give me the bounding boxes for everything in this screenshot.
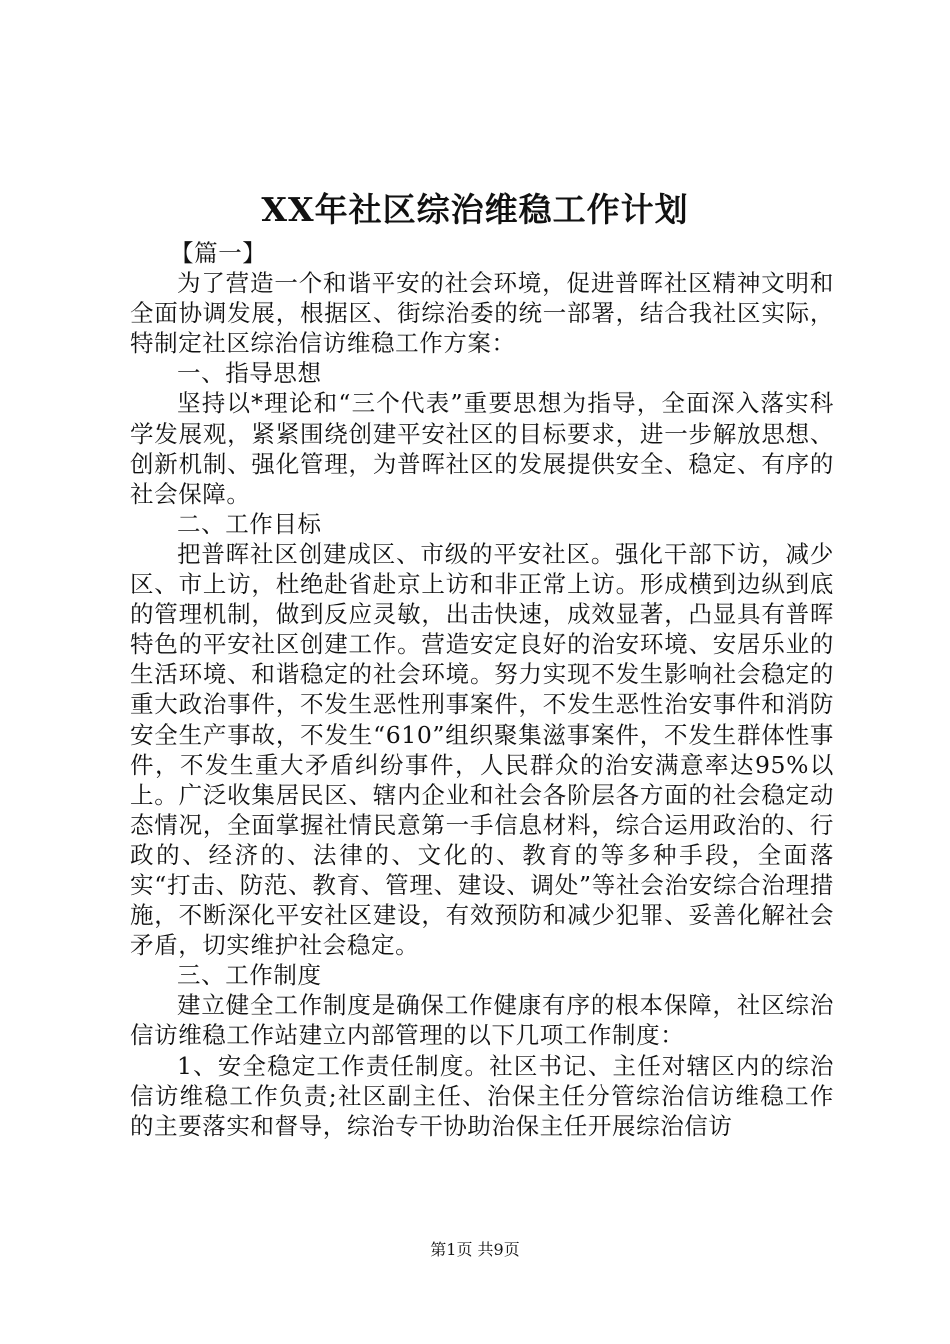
page-footer: 第1页 共9页 xyxy=(430,1240,520,1259)
responsibility-system-paragraph: 1、安全稳定工作责任制度。社区书记、主任对辖区内的综治信访维稳工作负责;社区副主任、治保主任分管综治信访维稳工作的主要落实和督导，综治专干协助治保主任开展综治信访 xyxy=(130,1051,834,1140)
intro-paragraph: 为了营造一个和谐平安的社会环境，促进普晖社区精神文明和全面协调发展，根据区、街综治委的统一部署，结合我社区实际，特制定社区综治信访维稳工作方案： xyxy=(130,269,834,358)
document-title: XX年社区综治维稳工作计划 xyxy=(261,190,689,229)
work-system-paragraph: 建立健全工作制度是确保工作健康有序的根本保障，社区综治信访维稳工作站建立内部管理的以下几项工作制度： xyxy=(130,991,834,1050)
heading-work-goals: 二、工作目标 xyxy=(177,509,322,538)
section-marker: 【篇一】 xyxy=(170,239,267,267)
guiding-ideology-paragraph: 坚持以*理论和“三个代表”重要思想为指导，全面深入落实科学发展观，紧紧围绕创建平安社区的目标要求，进一步解放思想、创新机制、强化管理，为普晖社区的发展提供安全、稳定、有序的社会保障。 xyxy=(130,389,834,508)
document-body xyxy=(130,238,834,1141)
work-goals-paragraph: 把普晖社区创建成区、市级的平安社区。强化干部下访，减少区、市上访，杜绝赴省赴京上访和非正常上访。形成横到边纵到底的管理机制，做到反应灵敏，出击快速，成效显著，凸显具有普晖特色的平安社区创建工作。营造安定良好的治安环境、安居乐业的生活环境、和谐稳定的社会环境。努力实现不发生影响社会稳定的重大政治事件，不发生恶性刑事案件，不发生恶性治安事件和消防安全生产事故，不发生“610”组织聚集滋事案件，不发生群体性事件，不发生重大矛盾纠纷事件，人民群众的治安满意率达95%以上。广泛收集居民区、辖内企业和社会各阶层各方面的社会稳定动态情况，全面掌握社情民意第一手信息材料，综合运用政治的、行政的、经济的、法律的、文化的、教育的等多种手段，全面落实“打击、防范、教育、管理、建设、调处”等社会治安综合治理措施，不断深化平安社区建设，有效预防和减少犯罪、妥善化解社会矛盾，切实维护社会稳定。 xyxy=(130,539,834,960)
heading-guiding-ideology: 一、指导思想 xyxy=(177,359,322,388)
heading-work-system: 三、工作制度 xyxy=(177,961,322,990)
